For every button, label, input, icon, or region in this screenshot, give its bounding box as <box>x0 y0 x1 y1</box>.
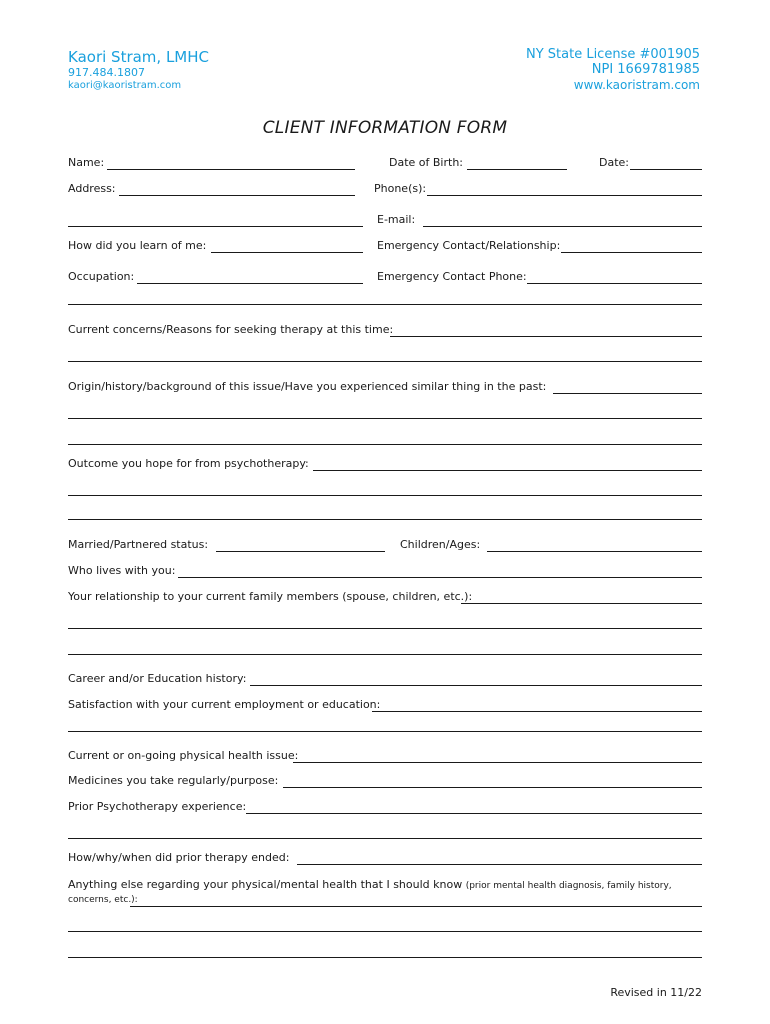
lives-with-field[interactable] <box>178 577 702 578</box>
anything-else-label-main: Anything else regarding your physical/mental health that I should know <box>68 878 463 891</box>
emergency-phone-label: Emergency Contact Phone: <box>377 270 527 283</box>
prior-ended-field[interactable] <box>297 864 702 865</box>
anything-else-label-note: (prior mental health diagnosis, family history, <box>465 881 672 891</box>
physical-field[interactable] <box>293 762 702 763</box>
outcome-field-line-3[interactable] <box>68 519 702 520</box>
relationship-field-line-2[interactable] <box>68 628 702 629</box>
medicines-field[interactable] <box>283 787 702 788</box>
prior-field[interactable] <box>246 813 702 814</box>
satisfaction-label: Satisfaction with your current employment or education: <box>68 698 381 711</box>
career-field[interactable] <box>250 685 702 686</box>
form-title: CLIENT INFORMATION FORM <box>262 118 508 138</box>
learn-field[interactable] <box>211 252 363 253</box>
emergency-contact-label: Emergency Contact/Relationship: <box>377 239 561 252</box>
married-field[interactable] <box>216 551 385 552</box>
married-label: Married/Partnered status: <box>68 538 209 551</box>
revision-note: Revised in 11/22 <box>610 986 702 999</box>
dob-label: Date of Birth: <box>389 156 464 169</box>
outcome-field-line-2[interactable] <box>68 495 702 496</box>
phones-field[interactable] <box>427 195 702 196</box>
address-label: Address: <box>68 182 116 195</box>
learn-label: How did you learn of me: <box>68 239 207 252</box>
therapist-email: kaori@kaoristram.com <box>68 80 182 91</box>
name-field[interactable] <box>107 169 355 170</box>
physical-label: Current or on-going physical health issue: <box>68 749 299 762</box>
name-label: Name: <box>68 156 105 169</box>
anything-else-field-line-3[interactable] <box>68 957 702 958</box>
occupation-label: Occupation: <box>68 270 135 283</box>
anything-else-label-cont: concerns, etc.): <box>68 895 138 905</box>
satisfaction-field-line-2[interactable] <box>68 731 702 732</box>
career-label: Career and/or Education history: <box>68 672 247 685</box>
address-field-line-2[interactable] <box>68 226 363 227</box>
concerns-field[interactable] <box>390 336 702 337</box>
origin-label: Origin/history/background of this issue/Have you experienced similar thing in the past: <box>68 380 547 393</box>
phones-label: Phone(s): <box>374 182 427 195</box>
address-field[interactable] <box>119 195 355 196</box>
email-field[interactable] <box>423 226 702 227</box>
origin-field-line-2[interactable] <box>68 418 702 419</box>
medicines-label: Medicines you take regularly/purpose: <box>68 774 279 787</box>
anything-else-field-line-2[interactable] <box>68 931 702 932</box>
prior-field-line-2[interactable] <box>68 838 702 839</box>
outcome-label: Outcome you hope for from psychotherapy: <box>68 457 309 470</box>
date-label: Date: <box>599 156 629 169</box>
prior-label: Prior Psychotherapy experience: <box>68 800 247 813</box>
origin-field[interactable] <box>553 393 702 394</box>
license-number: NY State License #001905 <box>525 47 700 62</box>
anything-else-label <box>68 878 672 891</box>
outcome-field[interactable] <box>313 470 702 471</box>
children-label: Children/Ages: <box>400 538 481 551</box>
emergency-phone-field[interactable] <box>527 283 702 284</box>
relationship-field-line-3[interactable] <box>68 654 702 655</box>
website: www.kaoristram.com <box>573 78 700 92</box>
email-label: E-mail: <box>377 213 416 226</box>
concerns-field-line-2[interactable] <box>68 361 702 362</box>
prior-ended-label: How/why/when did prior therapy ended: <box>68 851 290 864</box>
relationship-label: Your relationship to your current family members (spouse, children, etc.): <box>68 590 473 603</box>
anything-else-field[interactable] <box>130 906 702 907</box>
satisfaction-field[interactable] <box>372 711 702 712</box>
therapist-phone: 917.484.1807 <box>68 66 145 79</box>
npi-number: NPI 1669781985 <box>591 62 700 77</box>
concerns-label: Current concerns/Reasons for seeking therapy at this time: <box>68 323 394 336</box>
origin-field-line-3[interactable] <box>68 444 702 445</box>
occupation-field[interactable] <box>137 283 363 284</box>
children-field[interactable] <box>487 551 702 552</box>
date-field[interactable] <box>630 169 702 170</box>
therapist-name: Kaori Stram, LMHC <box>68 48 210 66</box>
emergency-contact-field[interactable] <box>561 252 702 253</box>
section-divider <box>68 304 702 305</box>
dob-field[interactable] <box>467 169 567 170</box>
lives-with-label: Who lives with you: <box>68 564 176 577</box>
relationship-field[interactable] <box>461 603 702 604</box>
